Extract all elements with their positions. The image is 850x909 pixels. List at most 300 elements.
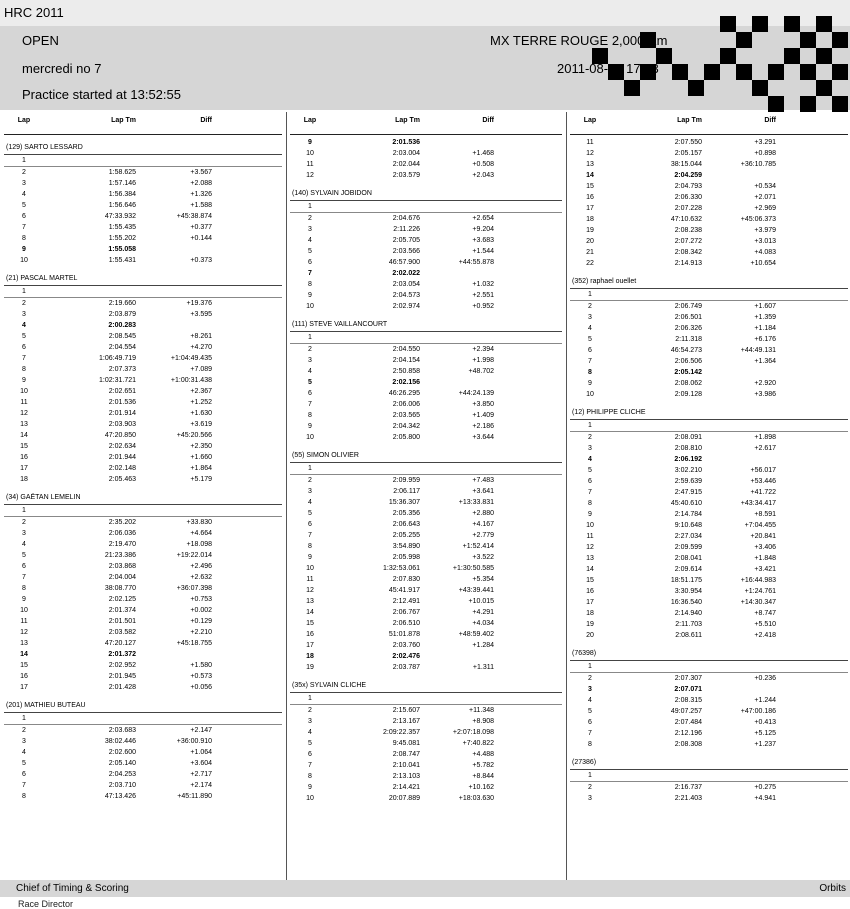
time-of-day <box>534 640 562 651</box>
lap-row <box>570 159 848 170</box>
lap-number: 18 <box>20 476 28 483</box>
time-of-day <box>820 378 848 389</box>
rider-block <box>4 700 282 802</box>
lap-row <box>570 531 848 542</box>
lap-time: 2:02.952 <box>108 662 136 669</box>
lap-number: 8 <box>22 366 26 373</box>
lap-diff: +2.186 <box>472 423 494 430</box>
lap-number: 9 <box>308 554 312 561</box>
lap-diff: +10.015 <box>468 598 494 605</box>
lap-time: 2:02.651 <box>108 388 136 395</box>
column-header <box>290 112 562 135</box>
time-of-day <box>534 596 562 607</box>
lap-diff: +2.210 <box>190 629 212 636</box>
lap-row <box>290 268 562 279</box>
lap-row <box>4 200 282 211</box>
lap-diff: +8.261 <box>190 333 212 340</box>
lap-row <box>4 463 282 474</box>
lap-row <box>290 246 562 257</box>
lap-number: 3 <box>22 180 26 187</box>
lap-time: 1:06:49.719 <box>99 355 136 362</box>
lap-time: 2:03.868 <box>108 563 136 570</box>
time-of-day <box>534 607 562 618</box>
lap-number: 1 <box>22 157 26 164</box>
time-of-day <box>820 793 848 804</box>
lap-diff: +0.573 <box>190 673 212 680</box>
lap-number: 13 <box>586 555 594 562</box>
lap-number: 9 <box>22 246 26 253</box>
lap-row <box>4 539 282 550</box>
time-of-day <box>254 605 282 616</box>
lap-row <box>570 586 848 597</box>
lap-diff: +10.654 <box>750 260 776 267</box>
lap-time: 2:02.022 <box>392 270 420 277</box>
time-of-day <box>820 345 848 356</box>
time-of-day <box>820 476 848 487</box>
time-of-day <box>534 563 562 574</box>
time-of-day <box>534 432 562 443</box>
lap-time: 2:14.913 <box>674 260 702 267</box>
lap-row <box>570 181 848 192</box>
lap-row <box>4 244 282 255</box>
lap-number: 11 <box>306 161 314 168</box>
lap-row <box>4 713 282 725</box>
lap-diff: +13:33.831 <box>458 499 494 506</box>
lap-time: 21:23.386 <box>104 552 136 559</box>
time-of-day <box>254 627 282 638</box>
time-of-day <box>534 159 562 170</box>
lap-number: 21 <box>586 249 594 256</box>
lap-row <box>290 727 562 738</box>
lap-row <box>290 497 562 508</box>
lap-row <box>570 542 848 553</box>
lap-time: 2:04.793 <box>674 183 702 190</box>
time-of-day <box>820 575 848 586</box>
lap-diff: +4.083 <box>754 249 776 256</box>
lap-diff: +45:18.755 <box>176 640 212 647</box>
lap-number: 2 <box>308 346 312 353</box>
lap-time: 1:56.646 <box>108 202 136 209</box>
time-of-day <box>254 474 282 485</box>
lap-number: 3 <box>308 226 312 233</box>
lap-number: 6 <box>588 478 592 485</box>
lap-diff: +2:07:18.098 <box>452 729 494 736</box>
lap-number: 13 <box>20 421 28 428</box>
lap-row <box>4 255 282 266</box>
lap-row <box>4 397 282 408</box>
lap-number: 3 <box>308 357 312 364</box>
lap-row <box>290 137 562 148</box>
lap-number: 9 <box>308 292 312 299</box>
time-of-day <box>820 465 848 476</box>
time-of-day <box>254 791 282 802</box>
lap-number: 7 <box>588 358 592 365</box>
lap-time: 2:50.858 <box>392 368 420 375</box>
lap-time: 2:02.476 <box>392 653 420 660</box>
lap-time: 2:02.044 <box>392 161 420 168</box>
lap-number: 9 <box>22 377 26 384</box>
time-of-day <box>254 331 282 342</box>
lap-number: 18 <box>306 653 314 660</box>
time-of-day <box>820 553 848 564</box>
lap-diff: +3.567 <box>190 169 212 176</box>
time-of-day <box>820 356 848 367</box>
checker-square <box>816 48 832 64</box>
rider-name: (55) SIMON OLIVIER <box>290 450 562 463</box>
lap-row <box>4 211 282 222</box>
lap-number: 17 <box>20 684 28 691</box>
lap-time: 2:01.944 <box>108 454 136 461</box>
footer-timing-chief: Chief of Timing & Scoring <box>16 883 129 894</box>
lap-diff: +1.630 <box>190 410 212 417</box>
lap-time: 2:06.501 <box>674 314 702 321</box>
time-of-day <box>254 178 282 189</box>
time-of-day <box>820 608 848 619</box>
time-of-day <box>534 148 562 159</box>
lap-diff: +1.864 <box>190 465 212 472</box>
lap-time: 46:54.273 <box>670 347 702 354</box>
lap-row <box>570 706 848 717</box>
lap-number: 10 <box>586 522 594 529</box>
time-of-day <box>254 452 282 463</box>
lap-diff: +2.418 <box>754 632 776 639</box>
lap-row <box>570 661 848 673</box>
lap-number: 6 <box>308 521 312 528</box>
lap-number: 8 <box>308 412 312 419</box>
lap-row <box>4 441 282 452</box>
lap-number: 7 <box>308 270 312 277</box>
lap-number: 14 <box>20 651 28 658</box>
lap-row <box>4 364 282 375</box>
lap-time: 2:06.192 <box>674 456 702 463</box>
lap-time: 2:08.611 <box>675 632 702 639</box>
lap-number: 8 <box>22 793 26 800</box>
time-of-day <box>254 505 282 516</box>
lap-time: 2:07.272 <box>674 238 702 245</box>
time-of-day <box>254 550 282 561</box>
lap-time: 2:05.255 <box>392 532 420 539</box>
rider-name: (35x) SYLVAIN CLICHE <box>290 680 562 693</box>
lap-number: 17 <box>20 465 28 472</box>
lap-row <box>4 517 282 528</box>
lap-time: 2:07.307 <box>674 675 702 682</box>
lap-row <box>570 148 848 159</box>
lap-row <box>290 388 562 399</box>
lap-diff: +0.898 <box>754 150 776 157</box>
lap-number: 19 <box>586 621 594 628</box>
lap-diff: +2.617 <box>754 445 776 452</box>
lap-diff: +4.488 <box>472 751 494 758</box>
lap-row <box>290 508 562 519</box>
lap-number: 9 <box>308 139 312 146</box>
lap-time: 1:57.146 <box>108 180 136 187</box>
lap-number: 6 <box>22 771 26 778</box>
time-of-day <box>820 586 848 597</box>
lap-diff: +1.998 <box>472 357 494 364</box>
lap-time: 2:03.879 <box>108 311 136 318</box>
time-of-day <box>534 749 562 760</box>
lap-number: 6 <box>22 344 26 351</box>
lap-time: 2:06.643 <box>392 521 420 528</box>
lap-row <box>4 736 282 747</box>
category-label: OPEN <box>22 33 59 48</box>
lap-row <box>4 660 282 671</box>
lap-row <box>290 793 562 804</box>
lap-row <box>570 323 848 334</box>
lap-time: 2:01.501 <box>108 618 136 625</box>
lap-number: 12 <box>306 172 314 179</box>
lap-number: 6 <box>308 390 312 397</box>
rider-block <box>4 273 282 485</box>
lap-row <box>4 594 282 605</box>
lap-number: 5 <box>22 760 26 767</box>
time-of-day <box>820 289 848 300</box>
lap-time: 2:03.903 <box>108 421 136 428</box>
lap-row <box>4 780 282 791</box>
lap-number: 4 <box>22 191 26 198</box>
lap-number: 9 <box>308 423 312 430</box>
lap-row <box>570 236 848 247</box>
lap-time: 47:20.850 <box>104 432 136 439</box>
lap-time: 2:04.550 <box>392 346 420 353</box>
lap-row <box>290 355 562 366</box>
lap-number: 10 <box>306 795 314 802</box>
lap-row <box>290 486 562 497</box>
lap-diff: +1:30:50.585 <box>452 565 494 572</box>
rider-block <box>570 276 848 400</box>
lap-diff: +5.179 <box>190 476 212 483</box>
lap-number: 2 <box>22 727 26 734</box>
lap-row <box>4 561 282 572</box>
app-title: HRC 2011 <box>0 0 850 26</box>
time-of-day <box>820 531 848 542</box>
lap-time: 2:07.071 <box>674 686 702 693</box>
lap-column <box>290 112 562 880</box>
lap-time: 2:19.660 <box>108 300 136 307</box>
time-of-day <box>534 246 562 257</box>
lap-time: 2:06.767 <box>392 609 420 616</box>
lap-row <box>4 298 282 309</box>
lap-time: 2:08.041 <box>674 555 702 562</box>
lap-time: 2:02.125 <box>108 596 136 603</box>
checker-square <box>800 64 816 80</box>
lap-time: 1:32:53.061 <box>383 565 420 572</box>
lap-diff: +1.244 <box>754 697 776 704</box>
lap-diff: +2.717 <box>190 771 212 778</box>
time-of-day <box>534 290 562 301</box>
lap-row <box>4 320 282 331</box>
lap-time: 49:07.257 <box>670 708 702 715</box>
lap-number: 9 <box>308 784 312 791</box>
time-of-day <box>820 247 848 258</box>
lap-row <box>570 695 848 706</box>
lap-number: 4 <box>22 322 26 329</box>
time-of-day <box>534 771 562 782</box>
lap-time: 2:04.554 <box>108 344 136 351</box>
lap-number: 8 <box>308 773 312 780</box>
lap-diff: +7.483 <box>472 477 494 484</box>
lap-number: 13 <box>306 598 314 605</box>
lap-diff: +1.898 <box>754 434 776 441</box>
rider-name: (129) SARTO LESSARD <box>4 142 282 155</box>
lap-time: 2:04.253 <box>108 771 136 778</box>
time-of-day <box>820 389 848 400</box>
lap-number: 4 <box>588 697 592 704</box>
rider-name: (140) SYLVAIN JOBIDON <box>290 188 562 201</box>
time-of-day <box>254 167 282 178</box>
lap-number: 3 <box>588 795 592 802</box>
lap-number: 15 <box>306 620 314 627</box>
lap-diff: +43:34.417 <box>740 500 776 507</box>
time-of-day <box>534 782 562 793</box>
lap-diff: +4.664 <box>190 530 212 537</box>
time-of-day <box>820 258 848 269</box>
lap-time: 2:09:22.357 <box>383 729 420 736</box>
lap-diff: +1.311 <box>472 664 494 671</box>
time-of-day <box>534 170 562 181</box>
lap-number: 16 <box>586 588 594 595</box>
time-of-day <box>820 487 848 498</box>
lap-number: 10 <box>20 388 28 395</box>
checker-square <box>624 80 640 96</box>
time-of-day <box>534 497 562 508</box>
lap-time: 1:55.058 <box>108 246 136 253</box>
lap-row <box>4 616 282 627</box>
lap-diff: +9.204 <box>472 226 494 233</box>
lap-row <box>4 452 282 463</box>
lap-number: 18 <box>586 610 594 617</box>
time-of-day <box>254 713 282 724</box>
lap-diff: +45:20.566 <box>176 432 212 439</box>
lap-diff: +0.236 <box>754 675 776 682</box>
rider-name: (12) PHILIPPE CLICHE <box>570 407 848 420</box>
rider-name: (201) MATHIEU BUTEAU <box>4 700 282 713</box>
lap-number: 14 <box>586 172 594 179</box>
lap-row <box>290 574 562 585</box>
lap-time: 2:05.356 <box>392 510 420 517</box>
lap-diff: +19:22.014 <box>176 552 212 559</box>
time-of-day <box>820 323 848 334</box>
lap-row <box>570 782 848 793</box>
checker-square <box>704 64 720 80</box>
lap-row <box>570 356 848 367</box>
lap-diff: +1:24.761 <box>744 588 776 595</box>
lap-number: 1 <box>588 422 592 429</box>
lap-row <box>570 520 848 531</box>
lap-row <box>290 159 562 170</box>
lap-diff: +45:06.373 <box>740 216 776 223</box>
lap-number: 10 <box>306 434 314 441</box>
lap-row <box>4 178 282 189</box>
header-lap: Lap <box>303 117 317 124</box>
time-of-day <box>534 727 562 738</box>
time-of-day <box>254 408 282 419</box>
lap-number: 5 <box>588 336 592 343</box>
lap-diff: +43:39.441 <box>458 587 494 594</box>
time-of-day <box>254 539 282 550</box>
time-of-day <box>534 377 562 388</box>
report-header <box>0 26 850 110</box>
time-of-day <box>534 344 562 355</box>
lap-time: 2:06.036 <box>108 530 136 537</box>
time-of-day <box>254 638 282 649</box>
lap-time: 2:14.784 <box>674 511 702 518</box>
lap-diff: +5.354 <box>472 576 494 583</box>
lap-number: 4 <box>588 325 592 332</box>
lap-time: 2:09.614 <box>674 566 702 573</box>
lap-time: 2:07.550 <box>674 139 702 146</box>
lap-diff: +0.377 <box>190 224 212 231</box>
lap-diff: +7:04.455 <box>744 522 776 529</box>
lap-number: 5 <box>22 552 26 559</box>
time-of-day <box>820 203 848 214</box>
time-of-day <box>534 399 562 410</box>
lap-diff: +2.174 <box>190 782 212 789</box>
lap-diff: +2.920 <box>754 380 776 387</box>
lap-time: 18:51.175 <box>670 577 702 584</box>
date-time-label: 2011-08-17 17:13 <box>557 61 659 76</box>
header-lap: Lap <box>583 117 597 124</box>
lap-diff: +19.376 <box>186 300 212 307</box>
time-of-day <box>534 366 562 377</box>
time-of-day <box>254 255 282 266</box>
lap-number: 16 <box>20 673 28 680</box>
lap-diff: +3.683 <box>472 237 494 244</box>
lap-time: 9:10.648 <box>674 522 702 529</box>
time-of-day <box>534 388 562 399</box>
time-of-day <box>534 530 562 541</box>
lap-time: 2:07.228 <box>674 205 702 212</box>
checker-square <box>736 64 752 80</box>
checker-square <box>720 48 736 64</box>
lap-number: 3 <box>588 314 592 321</box>
lap-row <box>290 279 562 290</box>
lap-row <box>4 747 282 758</box>
lap-number: 8 <box>22 235 26 242</box>
lap-number: 2 <box>308 215 312 222</box>
lap-row <box>570 192 848 203</box>
lap-time: 2:05.800 <box>392 434 420 441</box>
lap-time: 2:13.167 <box>392 718 420 725</box>
time-of-day <box>254 286 282 297</box>
lap-time: 38:15.044 <box>670 161 702 168</box>
lap-time: 2:05.142 <box>674 369 702 376</box>
lap-time: 2:19.470 <box>108 541 136 548</box>
lap-diff: +8.747 <box>754 610 776 617</box>
footer-bar <box>0 880 850 897</box>
lap-diff: +0.508 <box>472 161 494 168</box>
lap-number: 4 <box>308 237 312 244</box>
lap-number: 3 <box>588 445 592 452</box>
lap-row <box>4 155 282 167</box>
lap-row <box>290 651 562 662</box>
time-of-day <box>254 682 282 693</box>
time-of-day <box>534 651 562 662</box>
time-of-day <box>254 671 282 682</box>
lap-row <box>570 673 848 684</box>
lap-time: 2:14.940 <box>674 610 702 617</box>
lap-time: 2:02.148 <box>108 465 136 472</box>
lap-diff: +41.722 <box>750 489 776 496</box>
lap-row <box>290 519 562 530</box>
lap-number: 7 <box>22 224 26 231</box>
column-header <box>4 112 282 135</box>
time-of-day <box>254 364 282 375</box>
lap-row <box>290 366 562 377</box>
lap-time: 2:08.810 <box>674 445 702 452</box>
lap-number: 9 <box>22 596 26 603</box>
lap-row <box>570 739 848 750</box>
